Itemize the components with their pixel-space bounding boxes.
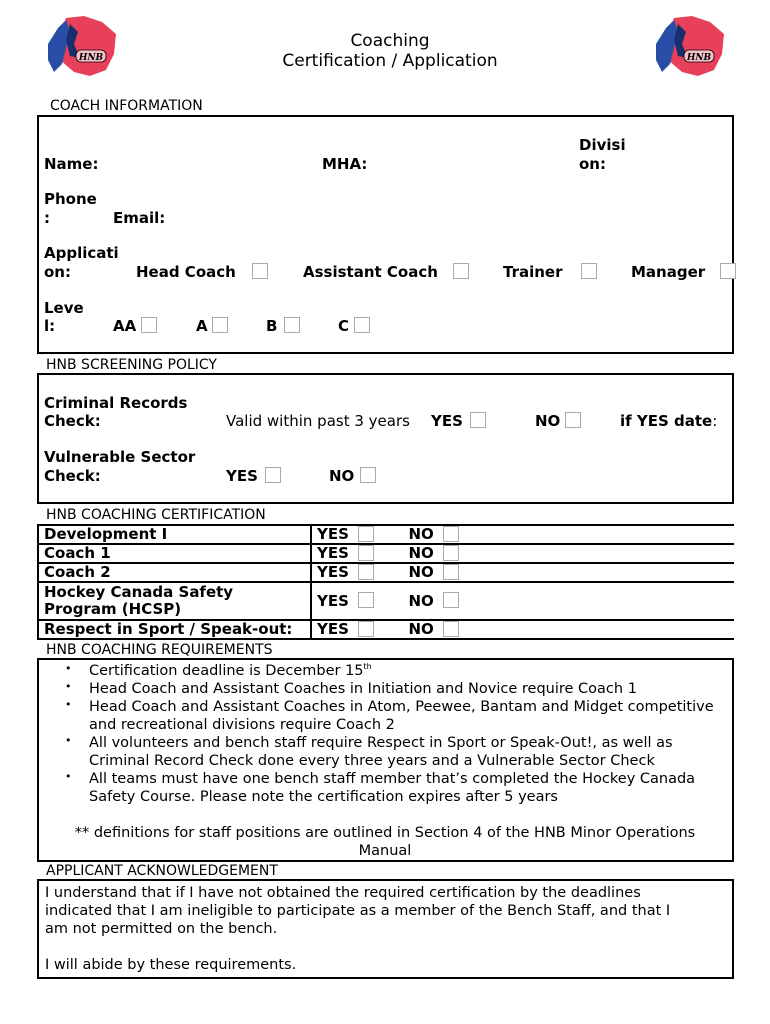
cert-yes-checkbox[interactable] <box>358 592 374 608</box>
cert-name-cell: Respect in Sport / Speak-out: <box>38 620 311 639</box>
application-label-2: on: <box>44 263 71 281</box>
name-label: Name: <box>44 155 99 173</box>
cert-no-checkbox[interactable] <box>443 545 459 561</box>
level-c-label: C <box>338 317 350 335</box>
cert-yes-checkbox[interactable] <box>358 621 374 637</box>
cert-name-line-1: Hockey Canada Safety <box>44 583 234 601</box>
manager-checkbox[interactable] <box>720 263 736 279</box>
crc-if-yes-date <box>620 412 717 430</box>
cert-options-cell <box>311 582 734 620</box>
crc-no-checkbox[interactable] <box>565 412 581 428</box>
manager-label: Manager <box>631 263 706 281</box>
acknowledgement-text <box>45 884 725 974</box>
list-item <box>60 662 725 680</box>
cert-name-cell: Development I <box>38 525 311 544</box>
acknowledgement-line-4: I will abide by these requirements. <box>45 957 297 973</box>
hnb-logo-right <box>648 14 728 78</box>
cert-no-checkbox[interactable] <box>443 621 459 637</box>
cert-name-cell: Coach 1 <box>38 544 311 563</box>
cert-yes-checkbox[interactable] <box>358 564 374 580</box>
trainer-label: Trainer <box>503 263 563 281</box>
trainer-checkbox[interactable] <box>581 263 597 279</box>
cert-no-checkbox[interactable] <box>443 564 459 580</box>
title-line-2: Certification / Application <box>282 51 498 71</box>
crc-label-1: Criminal Records <box>44 394 188 412</box>
list-item: • All volunteers and bench staff require Respect in Sport or Speak-Out!, as well as Criminal Record Check done every three years and a Vulnerable Sector Check <box>60 734 725 770</box>
cert-options-cell <box>311 563 734 582</box>
head-coach-label: Head Coach <box>136 263 236 281</box>
hnb-logo-left <box>40 14 120 78</box>
level-label-1: Leve <box>44 299 84 317</box>
vsc-no-checkbox[interactable] <box>360 467 376 483</box>
level-aa-label: AA <box>113 317 137 335</box>
vsc-yes-label: YES <box>226 467 258 485</box>
coach-info-heading: COACH INFORMATION <box>50 98 203 114</box>
cert-no-label: NO <box>408 525 434 543</box>
crc-no-label: NO <box>535 412 561 430</box>
acknowledgement-line-3: am not permitted on the bench. <box>45 921 278 937</box>
requirements-note <box>40 824 730 860</box>
list-item: • Head Coach and Assistant Coaches in Initiation and Novice require Coach 1 <box>60 680 725 698</box>
level-b-label: B <box>266 317 278 335</box>
assistant-coach-checkbox[interactable] <box>453 263 469 279</box>
if-yes-date-label: if YES date <box>620 412 713 430</box>
cert-yes-checkbox[interactable] <box>358 545 374 561</box>
level-aa-checkbox[interactable] <box>141 317 157 333</box>
cert-name-cell: Coach 2 <box>38 563 311 582</box>
cert-options-cell <box>311 544 734 563</box>
cert-yes-label: YES <box>317 544 349 562</box>
requirement-superscript: th <box>363 662 372 672</box>
cert-no-checkbox[interactable] <box>443 592 459 608</box>
division-label-1: Divisi <box>579 136 626 154</box>
application-label-1: Applicati <box>44 244 119 262</box>
phone-label-1: Phone <box>44 190 97 208</box>
cert-name-cell <box>38 582 311 620</box>
assistant-coach-label: Assistant Coach <box>303 263 438 281</box>
division-label-2: on: <box>579 155 606 173</box>
if-yes-date-colon: : <box>712 412 718 430</box>
table-row <box>38 563 734 582</box>
cert-yes-label: YES <box>317 525 349 543</box>
certification-heading: HNB COACHING CERTIFICATION <box>46 507 266 523</box>
vsc-label-2: Check: <box>44 467 101 485</box>
svg-text:HNB: HNB <box>78 53 104 63</box>
cert-yes-label: YES <box>317 620 349 638</box>
certification-table <box>37 524 734 640</box>
crc-valid-text: Valid within past 3 years <box>226 412 410 430</box>
table-row <box>38 582 734 620</box>
requirement-text: Certification deadline is December 15 <box>89 663 364 679</box>
requirements-note-line-1: ** definitions for staff positions are outlined in Section 4 of the HNB Minor Operations <box>74 825 696 841</box>
acknowledgement-heading: APPLICANT ACKNOWLEDGEMENT <box>46 863 278 879</box>
email-label: Email: <box>113 209 166 227</box>
cert-no-label: NO <box>408 591 434 610</box>
vsc-no-label: NO <box>329 467 355 485</box>
crc-yes-label: YES <box>431 412 463 430</box>
acknowledgement-line-1: I understand that if I have not obtained the required certification by the deadlines <box>45 885 641 901</box>
level-a-checkbox[interactable] <box>212 317 228 333</box>
table-row <box>38 620 734 639</box>
level-label-2: l: <box>44 317 56 335</box>
cert-yes-label: YES <box>317 563 349 581</box>
cert-no-checkbox[interactable] <box>443 526 459 542</box>
table-row <box>38 544 734 563</box>
list-item: • Head Coach and Assistant Coaches in Atom, Peewee, Bantam and Midget competitive and recreational divisions require Coach 2 <box>60 698 725 734</box>
cert-name-line-2: Program (HCSP) <box>44 600 182 618</box>
level-b-checkbox[interactable] <box>284 317 300 333</box>
crc-yes-checkbox[interactable] <box>470 412 486 428</box>
cert-no-label: NO <box>408 620 434 638</box>
screening-heading: HNB SCREENING POLICY <box>46 357 217 373</box>
cert-options-cell <box>311 525 734 544</box>
level-c-checkbox[interactable] <box>354 317 370 333</box>
cert-options-cell <box>311 620 734 639</box>
list-item: • All teams must have one bench staff member that’s completed the Hockey Canada Safety Course. Please note the certification expires after 5 years <box>60 770 725 806</box>
cert-no-label: NO <box>408 563 434 581</box>
vsc-yes-checkbox[interactable] <box>265 467 281 483</box>
page-title <box>200 31 580 71</box>
acknowledgement-line-2: indicated that I am ineligible to participate as a member of the Bench Staff, and that I <box>45 903 671 919</box>
level-a-label: A <box>196 317 208 335</box>
vsc-label-1: Vulnerable Sector <box>44 448 196 466</box>
requirements-heading: HNB COACHING REQUIREMENTS <box>46 642 273 658</box>
title-line-1: Coaching <box>350 31 430 51</box>
cert-no-label: NO <box>408 544 434 562</box>
requirements-list <box>60 662 725 806</box>
svg-text:HNB: HNB <box>686 53 712 63</box>
crc-label-2: Check: <box>44 412 101 430</box>
phone-label-2: : <box>44 209 50 227</box>
requirements-note-line-2: Manual <box>358 843 412 859</box>
screening-box <box>37 373 734 504</box>
table-row <box>38 525 734 544</box>
cert-yes-label: YES <box>317 591 349 610</box>
mha-label: MHA: <box>322 155 368 173</box>
head-coach-checkbox[interactable] <box>252 263 268 279</box>
cert-yes-checkbox[interactable] <box>358 526 374 542</box>
